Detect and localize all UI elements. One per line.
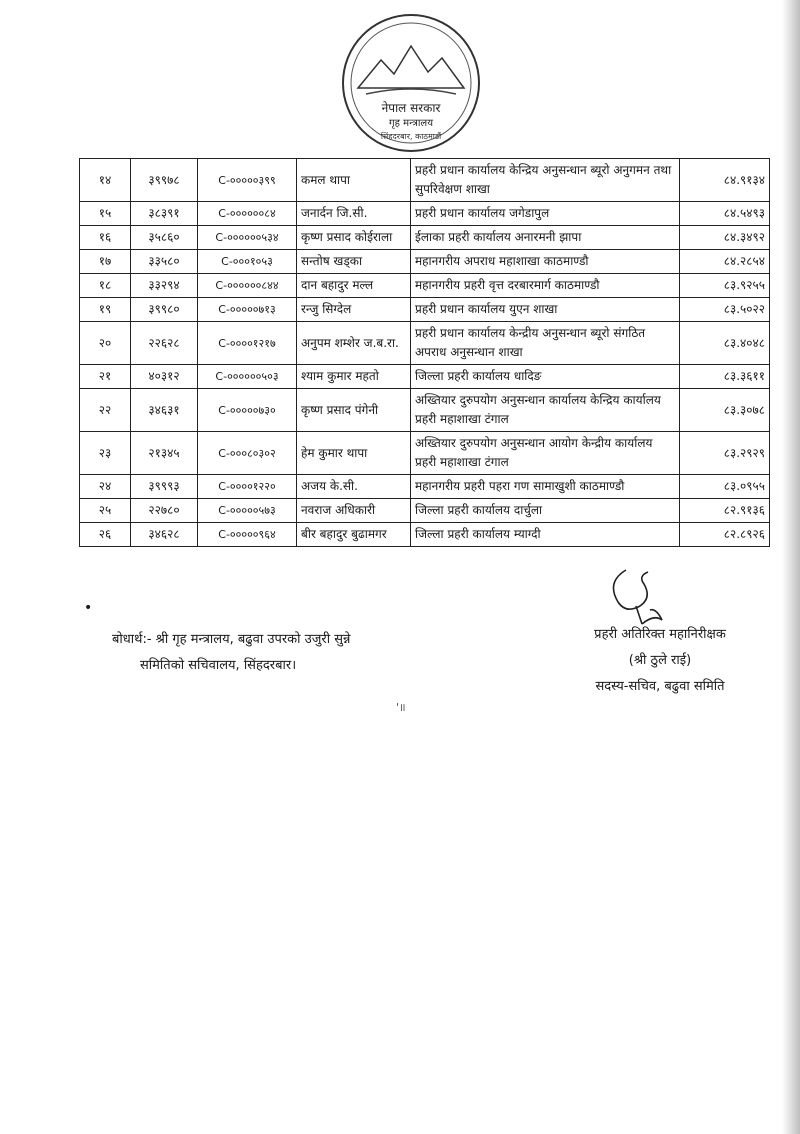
table-row [80, 274, 770, 298]
row-score: ८३.९२५५ [680, 274, 770, 298]
row-roll-number: २१३४५ [131, 432, 198, 475]
row-name: अजय के.सी. [297, 475, 411, 499]
seal-line-1: नेपाल सरकार [381, 101, 441, 115]
row-code: C-००००१२१७ [198, 322, 297, 365]
row-name: जनार्दन जि.सी. [297, 202, 411, 226]
table-row [80, 298, 770, 322]
seal-graphic [336, 8, 486, 158]
row-code: C-०००००९६४ [198, 523, 297, 547]
row-serial: २१ [80, 365, 131, 389]
row-name: कृष्ण प्रसाद पंगेनी [297, 389, 411, 432]
row-name: सन्तोष खड्का [297, 250, 411, 274]
row-serial: २५ [80, 499, 131, 523]
bodhartha-line-2: समितिको सचिवालय, सिंहदरबार। [140, 658, 297, 673]
stray-mark: • [84, 600, 93, 616]
row-office: महानगरीय अपराध महाशाखा काठमाण्डौ [411, 250, 680, 274]
row-serial: १५ [80, 202, 131, 226]
row-serial: २६ [80, 523, 131, 547]
row-score: ८३.५०२२ [680, 298, 770, 322]
row-code: C-००००००८४ [198, 202, 297, 226]
row-serial: २२ [80, 389, 131, 432]
row-score: ८३.२९२९ [680, 432, 770, 475]
row-code: C-०००००७३० [198, 389, 297, 432]
row-score: ८४.५४९३ [680, 202, 770, 226]
row-code: C-००००००८४४ [198, 274, 297, 298]
table-row [80, 432, 770, 475]
row-roll-number: ३४६३१ [131, 389, 198, 432]
bodhartha-note [112, 627, 442, 679]
footer-mark: '॥ [396, 701, 406, 714]
table-row [80, 322, 770, 365]
table-row [80, 159, 770, 202]
row-score: ८३.३६११ [680, 365, 770, 389]
seal-line-3: सिंहदरबार, काठमाडौं [380, 132, 442, 141]
promotion-merit-table [79, 158, 770, 547]
row-name: नवराज अधिकारी [297, 499, 411, 523]
row-score: ८३.४०४८ [680, 322, 770, 365]
row-roll-number: ३५८६० [131, 226, 198, 250]
row-serial: १७ [80, 250, 131, 274]
row-code: C-००००००५०३ [198, 365, 297, 389]
row-roll-number: ३९९७८ [131, 159, 198, 202]
row-roll-number: ३८३९१ [131, 202, 198, 226]
row-name: कमल थापा [297, 159, 411, 202]
bodhartha-line-1: बोधार्थ:- श्री गृह मन्त्रालय, बढुवा उपरको उजुरी सुन्ने [112, 632, 351, 647]
row-code: C-०००८०३०२ [198, 432, 297, 475]
row-office: महानगरीय प्रहरी वृत्त दरबारमार्ग काठमाण्डौ [411, 274, 680, 298]
row-score: ८४.३४९२ [680, 226, 770, 250]
row-code: C-००००००५३४ [198, 226, 297, 250]
row-roll-number: २२७८० [131, 499, 198, 523]
row-office: प्रहरी प्रधान कार्यालय केन्द्रिय अनुसन्धान ब्यूरो अनुगमन तथा सुपरिवेक्षण शाखा [411, 159, 680, 202]
row-office: जिल्ला प्रहरी कार्यालय दार्चुला [411, 499, 680, 523]
row-serial: २४ [80, 475, 131, 499]
row-serial: १९ [80, 298, 131, 322]
row-roll-number: ३३५८० [131, 250, 198, 274]
row-office: जिल्ला प्रहरी कार्यालय धादिङ [411, 365, 680, 389]
row-office: अख्तियार दुरुपयोग अनुसन्धान कार्यालय केन्द्रिय कार्यालय प्रहरी महाशाखा टंगाल [411, 389, 680, 432]
row-name: श्याम कुमार महतो [297, 365, 411, 389]
row-serial: १४ [80, 159, 131, 202]
signatory-name: (श्री ठुले राई) [628, 653, 692, 668]
table-row [80, 365, 770, 389]
row-office: अख्तियार दुरुपयोग अनुसन्धान आयोग केन्द्रीय कार्यालय प्रहरी महाशाखा टंगाल [411, 432, 680, 475]
row-score: ८४.९१३४ [680, 159, 770, 202]
table-row [80, 499, 770, 523]
row-roll-number: ३४६२८ [131, 523, 198, 547]
row-office: प्रहरी प्रधान कार्यालय युएन शाखा [411, 298, 680, 322]
row-code: C-०००००३९९ [198, 159, 297, 202]
table-row [80, 250, 770, 274]
row-score: ८२.८९२६ [680, 523, 770, 547]
table-row [80, 202, 770, 226]
row-roll-number: ३९९९३ [131, 475, 198, 499]
row-roll-number: ३९९८० [131, 298, 198, 322]
row-office: प्रहरी प्रधान कार्यालय केन्द्रीय अनुसन्धान ब्यूरो संगठित अपराध अनुसन्धान शाखा [411, 322, 680, 365]
row-roll-number: ३३२९४ [131, 274, 198, 298]
row-score: ८४.२८५४ [680, 250, 770, 274]
row-code: C-०००१०५३ [198, 250, 297, 274]
row-score: ८३.०९५५ [680, 475, 770, 499]
table-row [80, 226, 770, 250]
row-score: ८२.९१३६ [680, 499, 770, 523]
signatory-block [560, 622, 760, 700]
row-serial: २० [80, 322, 131, 365]
row-code: C-०००००५७३ [198, 499, 297, 523]
row-serial: १६ [80, 226, 131, 250]
row-score: ८३.३०७८ [680, 389, 770, 432]
row-roll-number: ४०३१२ [131, 365, 198, 389]
row-office: ईलाका प्रहरी कार्यालय अनारमनी झापा [411, 226, 680, 250]
signatory-role: सदस्य-सचिव, बढुवा समिति [595, 679, 725, 694]
row-serial: २३ [80, 432, 131, 475]
table-row [80, 475, 770, 499]
row-office: महानगरीय प्रहरी पहरा गण सामाखुशी काठमाण्डौ [411, 475, 680, 499]
row-code: C-०००००७१३ [198, 298, 297, 322]
row-serial: १८ [80, 274, 131, 298]
row-office: प्रहरी प्रधान कार्यालय जगेडापुल [411, 202, 680, 226]
row-name: बीर बहादुर बुढामगर [297, 523, 411, 547]
seal-line-2: गृह मन्त्रालय [388, 118, 434, 129]
row-office: जिल्ला प्रहरी कार्यालय म्याग्दी [411, 523, 680, 547]
row-name: दान बहादुर मल्ल [297, 274, 411, 298]
table-row [80, 523, 770, 547]
scan-edge-shadow [782, 0, 800, 1134]
signatory-title: प्रहरी अतिरिक्त महानिरीक्षक [594, 627, 726, 642]
row-name: रन्जु सिग्देल [297, 298, 411, 322]
row-code: C-००००१२२० [198, 475, 297, 499]
table-row [80, 389, 770, 432]
row-name: हेम कुमार थापा [297, 432, 411, 475]
row-roll-number: २२६२८ [131, 322, 198, 365]
row-name: कृष्ण प्रसाद कोईराला [297, 226, 411, 250]
government-seal [336, 8, 486, 158]
row-name: अनुपम शम्शेर ज.ब.रा. [297, 322, 411, 365]
